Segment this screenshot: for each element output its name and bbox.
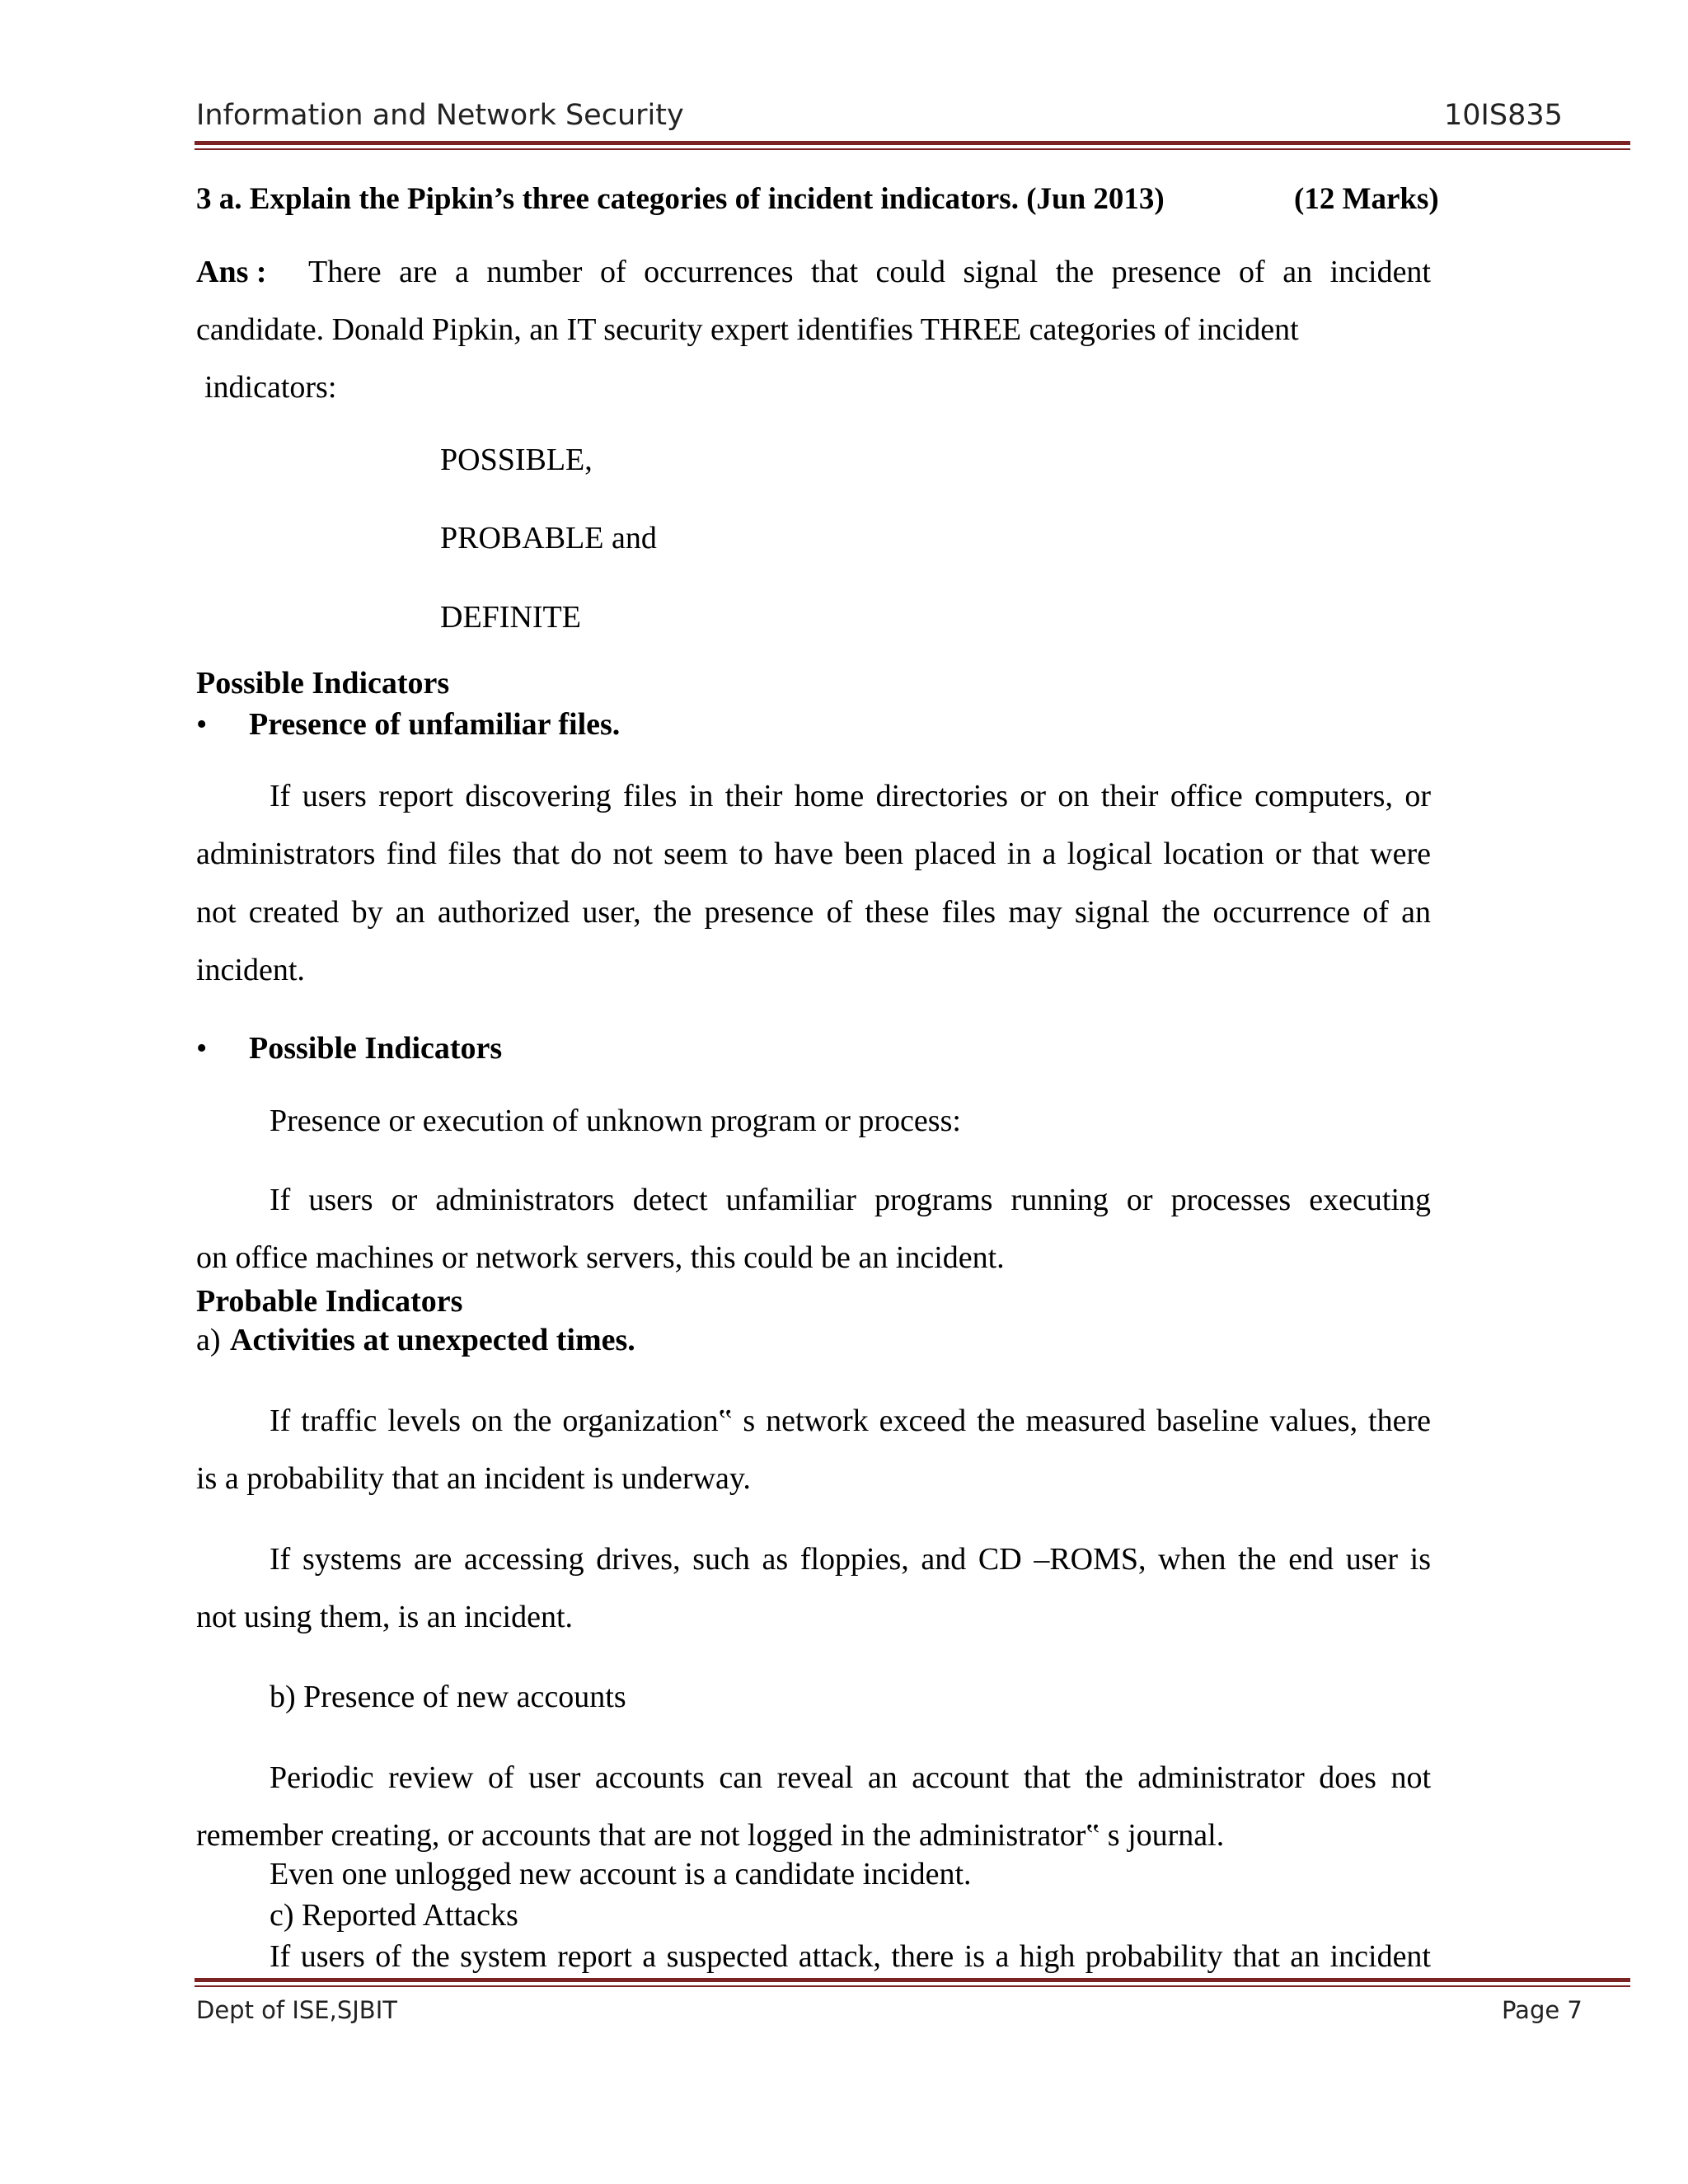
category-probable: PROBABLE and: [440, 521, 657, 555]
paragraph-line: administrators find files that do not seem to have been placed in a logical location or that were: [196, 837, 1431, 871]
paragraph-line: If users or administrators detect unfamiliar programs running or processes executing: [270, 1183, 1431, 1217]
item-a-prefix: a): [196, 1323, 221, 1357]
answer-label: Ans :: [196, 255, 267, 289]
subheading-unknown-program: Presence or execution of unknown program or process:: [270, 1104, 961, 1138]
answer-line-1: There are a number of occurrences that could signal the presence of an incident: [308, 255, 1431, 289]
header-rule-thin: [195, 148, 1630, 150]
answer-line-3: indicators:: [204, 370, 337, 405]
bullet-unfamiliar-files: Presence of unfamiliar files.: [249, 707, 621, 742]
bullet-marker: •: [196, 707, 208, 742]
paragraph-line: is a probability that an incident is underway.: [196, 1461, 751, 1496]
paragraph-line: on office machines or network servers, this could be an incident.: [196, 1240, 1005, 1275]
category-definite: DEFINITE: [440, 600, 581, 635]
running-header-code: 10IS835: [1444, 99, 1563, 132]
item-a-title: Activities at unexpected times.: [230, 1323, 635, 1357]
bullet-marker: •: [196, 1031, 208, 1066]
paragraph-line: If users of the system report a suspected attack, there is a high probability that an incident: [270, 1939, 1431, 1974]
paragraph-line: remember creating, or accounts that are not logged in the administrator‟ s journal.: [196, 1818, 1225, 1853]
paragraph-line: not using them, is an incident.: [196, 1600, 574, 1634]
bullet-possible-indicators: Possible Indicators: [249, 1031, 503, 1066]
question-marks: (12 Marks): [1294, 182, 1439, 216]
footer-rule-thick: [195, 1978, 1630, 1982]
section-heading-probable: Probable Indicators: [196, 1284, 463, 1319]
footer-department: Dept of ISE,SJBIT: [196, 1996, 397, 2024]
category-possible: POSSIBLE,: [440, 443, 593, 477]
paragraph-line: Even one unlogged new account is a candidate incident.: [270, 1857, 972, 1891]
section-heading-possible: Possible Indicators: [196, 666, 450, 701]
paragraph-line: not created by an authorized user, the presence of these files may signal the occurrence of an: [196, 895, 1431, 930]
paragraph-line: If traffic levels on the organization‟ s network exceed the measured baseline values, there: [270, 1404, 1431, 1438]
paragraph-line: Periodic review of user accounts can reveal an account that the administrator does not: [270, 1760, 1431, 1795]
paragraph-line: If systems are accessing drives, such as floppies, and CD –ROMS, when the end user is: [270, 1542, 1431, 1577]
header-rule-thick: [195, 141, 1630, 145]
question-text: 3 a. Explain the Pipkin’s three categories of incident indicators. (Jun 2013): [196, 182, 1165, 216]
item-c-title: c) Reported Attacks: [270, 1898, 518, 1933]
running-header-title: Information and Network Security: [196, 99, 684, 132]
item-b-title: b) Presence of new accounts: [270, 1680, 626, 1714]
paragraph-line: If users report discovering files in their home directories or on their office computers, or: [270, 779, 1431, 813]
footer-rule-thin: [195, 1985, 1630, 1987]
answer-line-2: candidate. Donald Pipkin, an IT security expert identifies THREE categories of incident: [196, 312, 1299, 347]
footer-page-number: Page 7: [1502, 1996, 1582, 2024]
paragraph-line: incident.: [196, 953, 305, 987]
